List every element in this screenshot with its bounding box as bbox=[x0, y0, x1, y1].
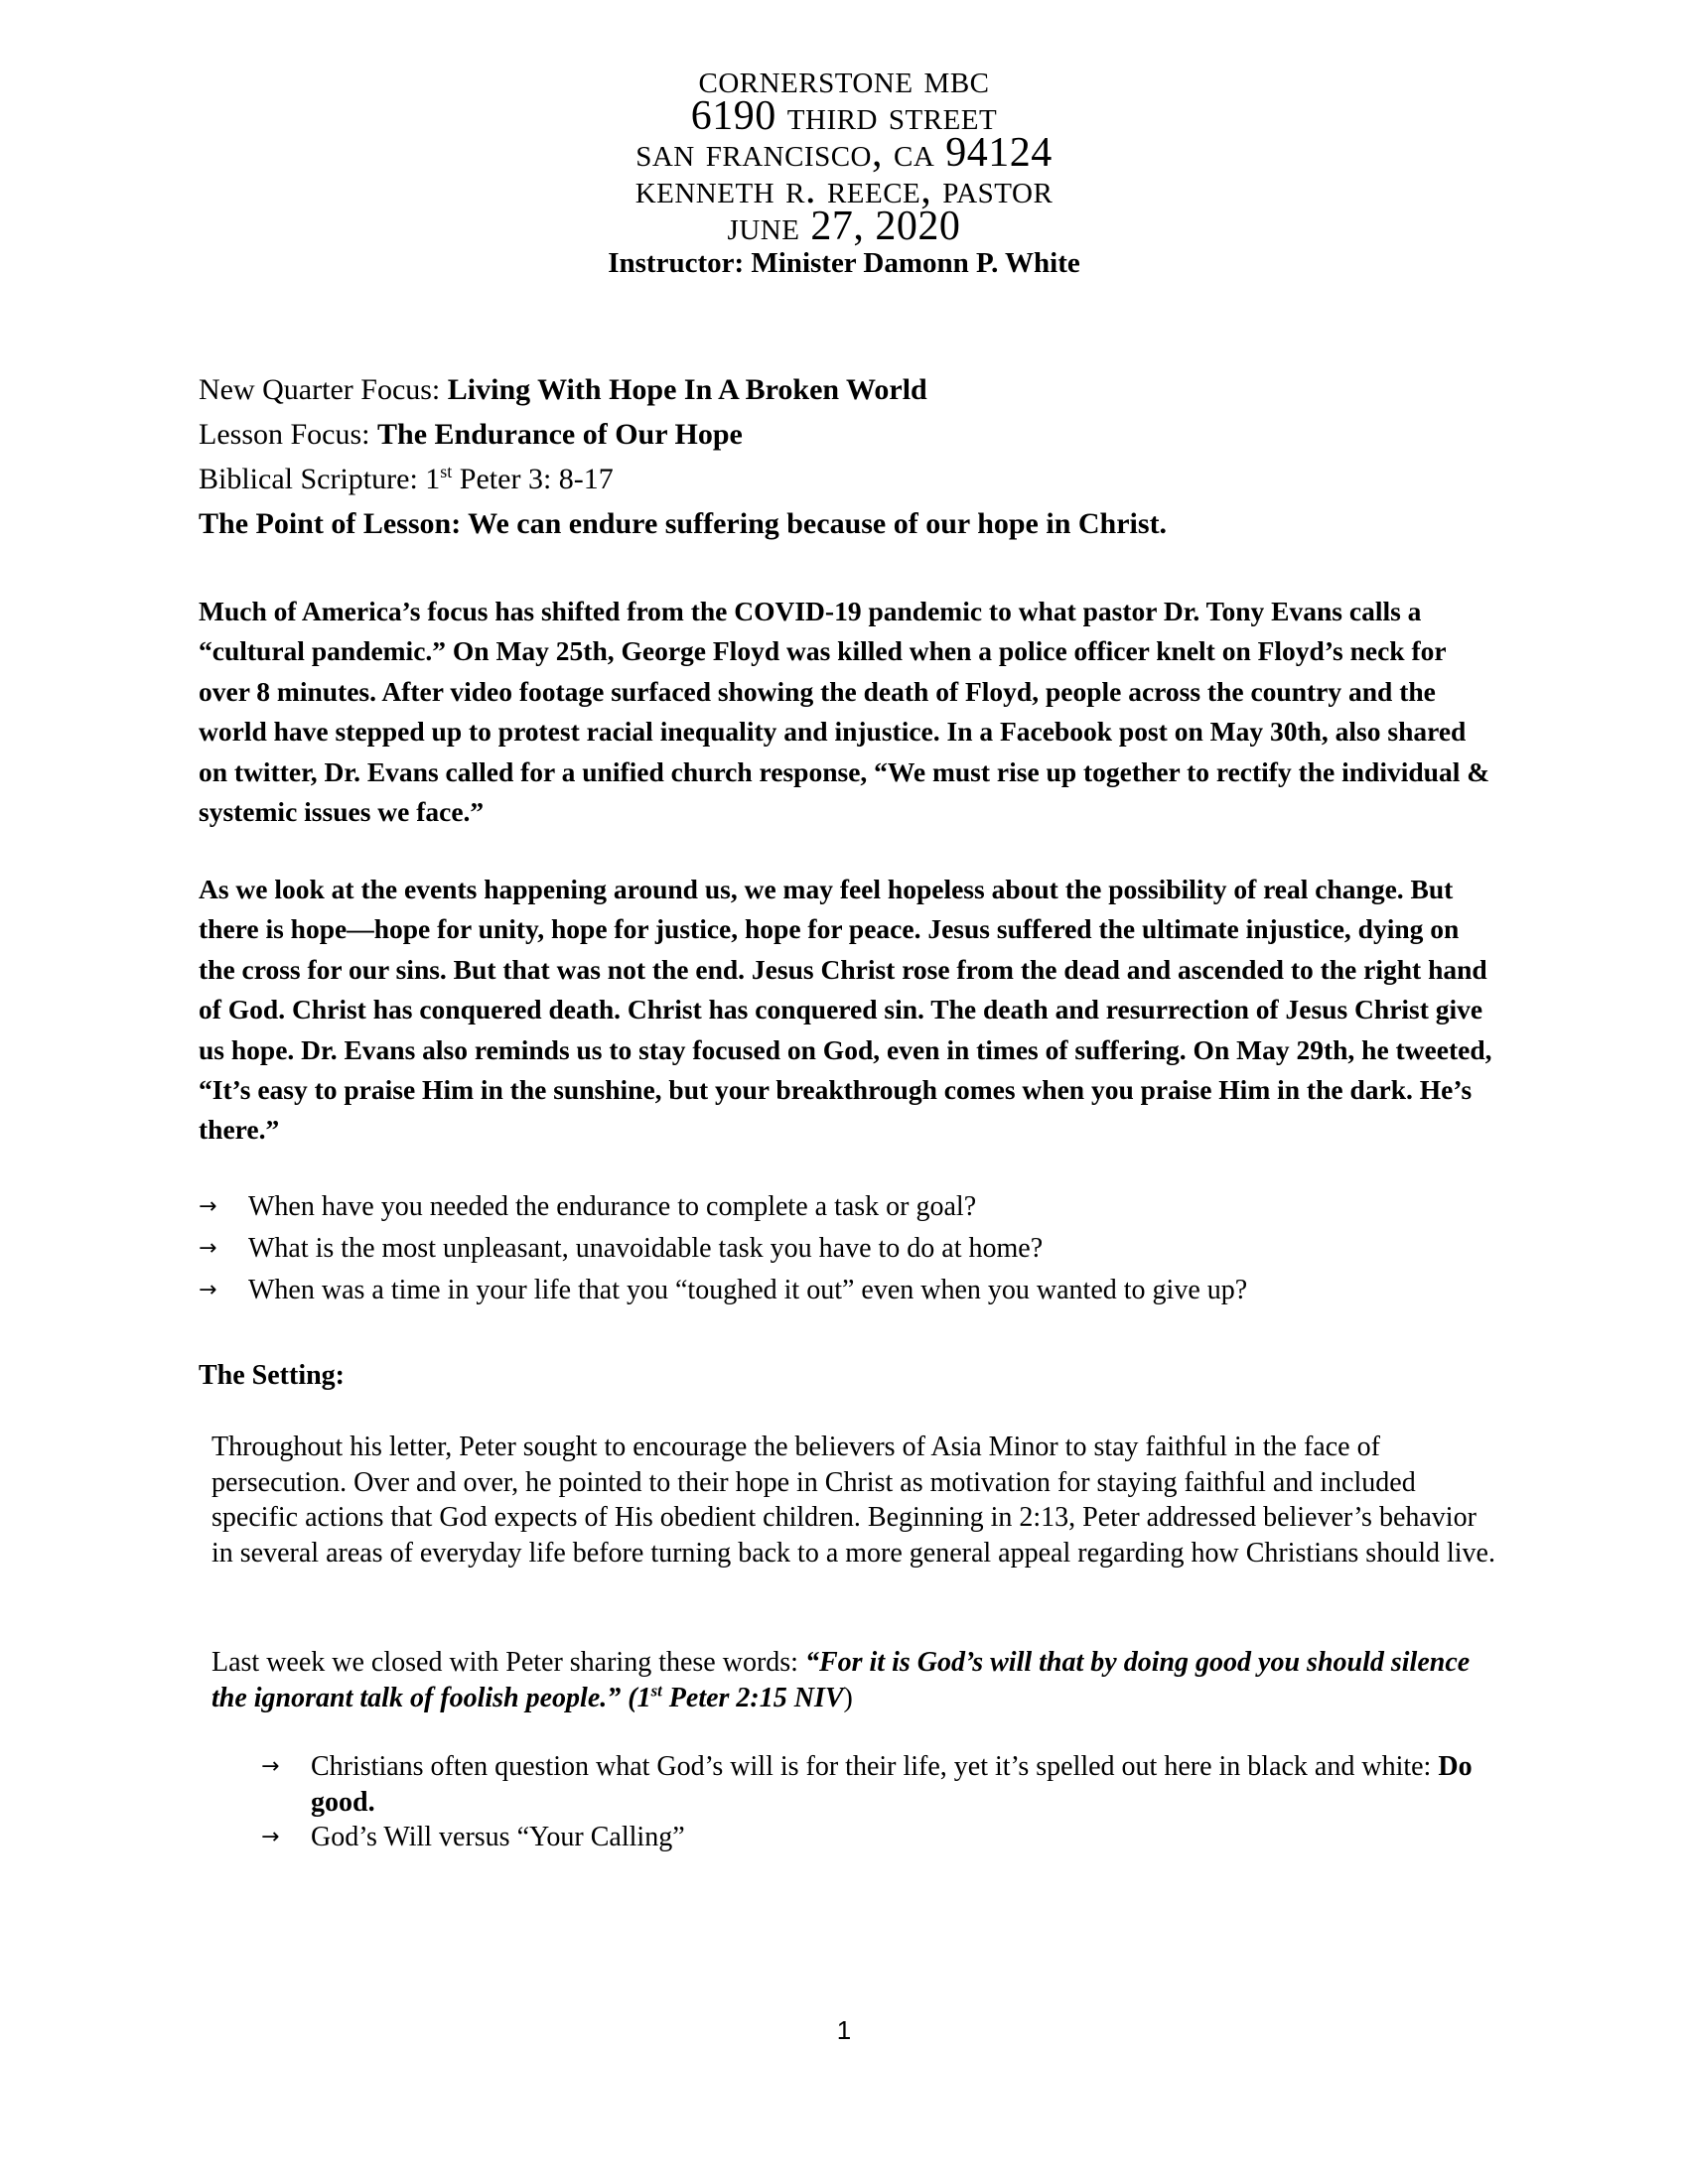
list-item bbox=[199, 1270, 1509, 1311]
point-bold: Do good. bbox=[311, 1751, 1473, 1818]
discussion-questions bbox=[199, 1186, 1509, 1311]
church-street: 6190 third street bbox=[690, 93, 998, 139]
closing-ref: Peter 2:15 NIV bbox=[661, 1682, 844, 1713]
closing-quote-text: “For it is God’s will that by doing good you should silence the ignorant talk of foolish people.” (1 bbox=[211, 1647, 1471, 1713]
point-text: God’s Will versus “Your Calling” bbox=[311, 1822, 685, 1852]
pastor-name: kenneth r. reece, pastor bbox=[634, 167, 1054, 212]
quarter-focus-value: Living With Hope In A Broken World bbox=[447, 373, 927, 406]
question-text: What is the most unpleasant, unavoidable task you have to do at home? bbox=[248, 1233, 1044, 1264]
list-item bbox=[199, 1228, 1509, 1270]
lesson-focus-label: Lesson Focus: bbox=[199, 418, 377, 451]
right-arrow-icon: → bbox=[199, 1236, 217, 1261]
church-name: cornerstone mbc bbox=[698, 57, 990, 102]
church-city: san francisco, ca 94124 bbox=[635, 130, 1053, 176]
question-text: When was a time in your life that you “toughed it out” even when you wanted to give up? bbox=[248, 1275, 1248, 1305]
focus-block bbox=[199, 367, 1509, 546]
scripture-label: Biblical Scripture: 1 bbox=[199, 463, 441, 495]
intro-paragraph: Much of America’s focus has shifted from the COVID-19 pandemic to what pastor Dr. Tony Evans calls a “cultural pandemic.” On May 25th, George Floyd was killed when a police officer knelt on Floyd’s neck for over 8 minutes. After video footage surfaced showing the death of Floyd, people across the country and the world have stepped up to protest racial inequality and injustice. In a Facebook post on May 30th, also shared on twitter, Dr. Evans called for a unified church response, “We must rise up together to rectify the individual & systemic issues we face.” bbox=[199, 596, 1490, 828]
closing-sup: st bbox=[650, 1681, 662, 1701]
point-text: Christians often question what God’s will is for their life, yet it’s spelled out here in black and white: bbox=[311, 1751, 1439, 1782]
page-number: 1 bbox=[836, 2015, 852, 2045]
biblical-scripture bbox=[199, 457, 1509, 501]
lesson-focus bbox=[199, 412, 1509, 457]
closing-end: ) bbox=[843, 1682, 853, 1713]
lesson-point-text: The Point of Lesson: We can endure suffering because of our hope in Christ. bbox=[199, 507, 1168, 540]
document-header bbox=[0, 57, 1688, 281]
quarter-focus bbox=[199, 367, 1509, 412]
will-points bbox=[261, 1749, 1502, 1855]
setting-heading: The Setting: bbox=[199, 1360, 345, 1391]
right-arrow-icon: → bbox=[199, 1194, 217, 1219]
closing-paragraph bbox=[211, 1645, 1502, 1715]
scripture-value: Peter 3: 8-17 bbox=[452, 463, 614, 495]
question-text: When have you needed the endurance to complete a task or goal? bbox=[248, 1191, 977, 1222]
list-item bbox=[261, 1820, 1502, 1855]
right-arrow-icon: → bbox=[261, 1825, 280, 1849]
quarter-focus-label: New Quarter Focus: bbox=[199, 373, 448, 406]
setting-paragraph: Throughout his letter, Peter sought to encourage the believers of Asia Minor to stay faithful in the face of persecution. Over and over, he pointed to their hope in Christ as motivation for staying faithful and included specific actions that God expects of His obedient children. Beginning in 2:13, Peter addressed believer’s behavior in several areas of everyday life before turning back to a more general appeal regarding how Christians should live. bbox=[211, 1432, 1495, 1569]
lesson-focus-value: The Endurance of Our Hope bbox=[377, 418, 743, 451]
list-item bbox=[199, 1186, 1509, 1228]
hope-paragraph: As we look at the events happening around us, we may feel hopeless about the possibility of real change. But there is hope—hope for unity, hope for justice, hope for peace. Jesus suffered the ultimate injustice, dying on the cross for our sins. But that was not the end. Jesus Christ rose from the dead and ascended to the right hand of God. Christ has conquered death. Christ has conquered sin. The death and resurrection of Jesus Christ give us hope. Dr. Evans also reminds us to stay focused on God, even in times of suffering. On May 29th, he tweeted, “It’s easy to praise Him in the sunshine, but your breakthrough comes when you praise Him in the dark. He’s there.” bbox=[199, 874, 1492, 1146]
right-arrow-icon: → bbox=[261, 1754, 280, 1779]
right-arrow-icon: → bbox=[199, 1278, 217, 1302]
closing-intro: Last week we closed with Peter sharing these words: bbox=[211, 1647, 805, 1678]
lesson-point bbox=[199, 501, 1509, 546]
lesson-date: june 27, 2020 bbox=[727, 204, 961, 249]
instructor-line: Instructor: Minister Damonn P. White bbox=[608, 247, 1080, 279]
scripture-sup: st bbox=[440, 462, 453, 481]
list-item bbox=[261, 1749, 1502, 1820]
